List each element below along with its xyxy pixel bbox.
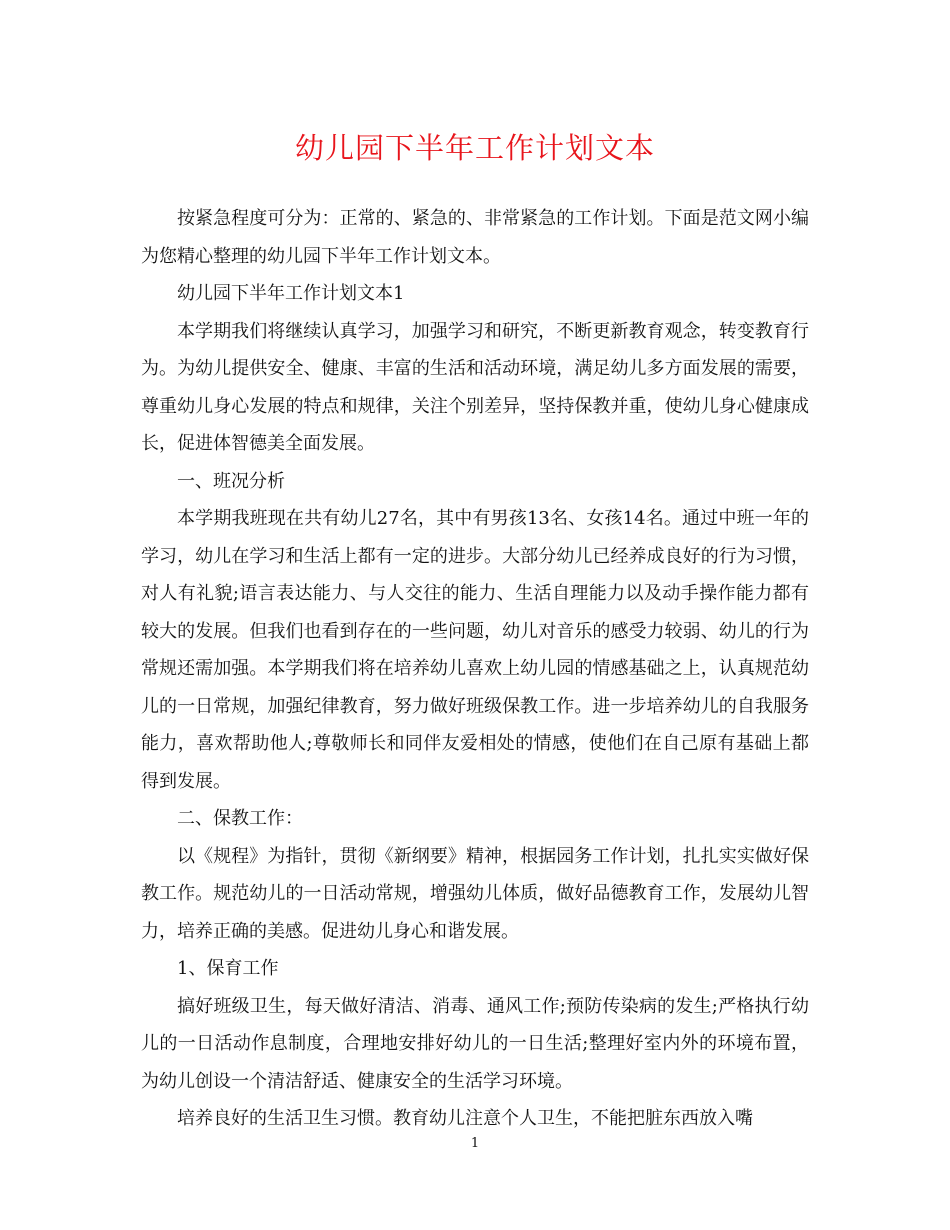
- page-number: 1: [470, 1136, 480, 1151]
- body-paragraph: 本学期我们将继续认真学习，加强学习和研究，不断更新教育观念，转变教育行为。为幼儿提供安全、健康、丰富的生活和活动环境，满足幼儿多方面发展的需要，尊重幼儿身心发展的特点和规律，关注个别差异，坚持保教并重，使幼儿身心健康成长，促进体智德美全面发展。: [141, 320, 809, 454]
- section-heading-care-education: 二、保教工作：: [177, 808, 303, 829]
- document-body: [141, 200, 809, 1138]
- section-heading-class-analysis: 一、班况分析: [177, 470, 285, 492]
- body-paragraph: 培养良好的生活卫生习惯。教育幼儿注意个人卫生，不能把脏东西放入嘴: [177, 1108, 753, 1129]
- body-paragraph: 本学期我班现在共有幼儿27名，其中有男孩13名、女孩14名。通过中班一年的学习，幼儿在学习和生活上都有一定的进步。大部分幼儿已经养成良好的行为习惯，对人有礼貌;语言表达能力、与人交往的能力、生活自理能力以及动手操作能力都有较大的发展。但我们也看到存在的一些问题，幼儿对音乐的感受力较弱、幼儿的行为常规还需加强。本学期我们将在培养幼儿喜欢上幼儿园的情感基础之上，认真规范幼儿的一日常规，加强纪律教育，努力做好班级保教工作。进一步培养幼儿的自我服务能力，喜欢帮助他人;尊敬师长和同伴友爱相处的情感，使他们在自己原有基础上都得到发展。: [141, 508, 809, 792]
- intro-paragraph: 按紧急程度可分为：正常的、紧急的、非常紧急的工作计划。下面是范文网小编为您精心整理的幼儿园下半年工作计划文本。: [141, 208, 809, 267]
- document-title: 幼儿园下半年工作计划文本: [294, 131, 655, 165]
- section-heading-care-work: 1、保育工作: [177, 958, 279, 979]
- body-paragraph: 以《规程》为指针，贯彻《新纲要》精神，根据园务工作计划，扎扎实实做好保教工作。规范幼儿的一日活动常规，增强幼儿体质，做好品德教育工作，发展幼儿智力，培养正确的美感。促进幼儿身心和谐发展。: [141, 845, 809, 942]
- section-heading-text-1: 幼儿园下半年工作计划文本1: [177, 283, 405, 304]
- body-paragraph: 搞好班级卫生，每天做好清洁、消毒、通风工作;预防传染病的发生;严格执行幼儿的一日活动作息制度，合理地安排好幼儿的一日生活;整理好室内外的环境布置，为幼儿创设一个清洁舒适、健康安全的生活学习环境。: [141, 995, 809, 1092]
